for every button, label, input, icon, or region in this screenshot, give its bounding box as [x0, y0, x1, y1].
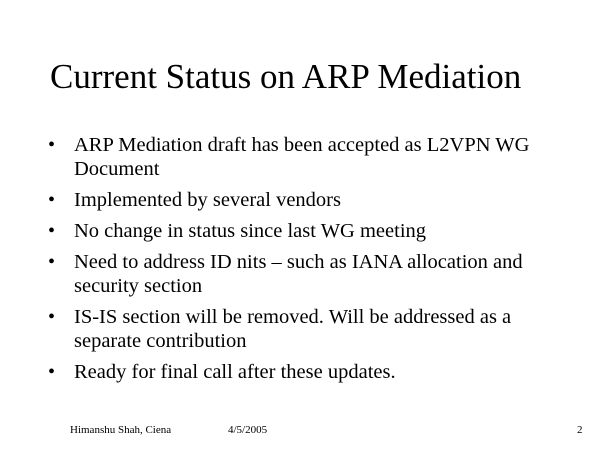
- bullet-item: [48, 219, 568, 243]
- bullet-item: [48, 250, 568, 298]
- bullet-icon: •: [48, 361, 56, 383]
- bullet-icon: •: [48, 134, 56, 156]
- bullet-text: No change in status since last WG meeting: [74, 220, 427, 242]
- bullet-list: [48, 133, 568, 391]
- bullet-text: ARP Mediation draft has been accepted as L2VPN WG Document: [74, 134, 530, 180]
- bullet-item: [48, 360, 568, 384]
- bullet-text: Need to address ID nits – such as IANA allocation and security section: [74, 251, 523, 297]
- footer-date: 4/5/2005: [228, 424, 268, 436]
- bullet-item: [48, 305, 568, 353]
- page-number: 2: [577, 424, 583, 436]
- bullet-text: Ready for final call after these updates.: [74, 361, 396, 383]
- bullet-item: [48, 188, 568, 212]
- bullet-item: [48, 133, 568, 181]
- bullet-icon: •: [48, 306, 56, 328]
- bullet-icon: •: [48, 220, 56, 242]
- bullet-text: Implemented by several vendors: [74, 189, 341, 211]
- bullet-text: IS-IS section will be removed. Will be addressed as a separate contribution: [74, 306, 512, 352]
- slide-title: Current Status on ARP Mediation: [50, 57, 522, 96]
- bullet-icon: •: [48, 251, 56, 273]
- bullet-icon: •: [48, 189, 56, 211]
- footer-author: Himanshu Shah, Ciena: [70, 424, 172, 436]
